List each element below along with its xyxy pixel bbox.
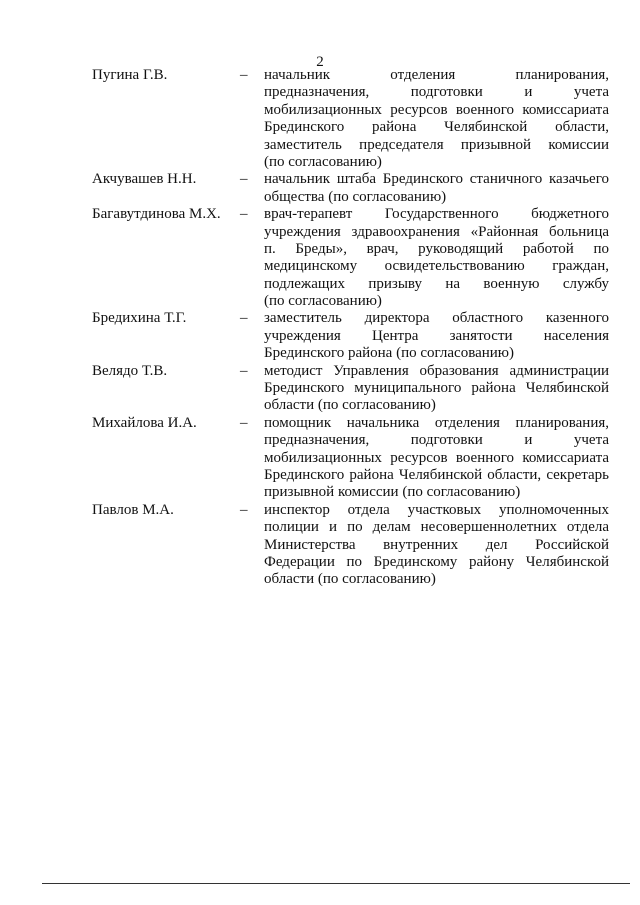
member-position <box>264 171 609 206</box>
position-line: (по согласованию) <box>264 153 382 170</box>
member-name: Павлов М.А. <box>92 501 174 518</box>
position-line: медицинскому освидетельствованию граждан, <box>264 258 609 275</box>
member-name: Багавутдинова М.Х. <box>92 206 221 223</box>
position-line: мобилизационных ресурсов военного комиссариата <box>264 101 609 118</box>
position-line: общества (по согласованию) <box>264 188 447 205</box>
position-line: начальник отделения планирования, <box>264 67 609 83</box>
page-number: 2 <box>316 54 324 70</box>
position-line: призывной комиссии (по согласованию) <box>264 484 521 501</box>
member-position <box>264 502 609 589</box>
separator-dash: – <box>240 362 248 379</box>
position-line: начальник штаба Брединского станичного казачьего <box>264 171 609 188</box>
member-position <box>264 415 609 502</box>
member-entry <box>0 67 640 171</box>
member-name: Бредихина Т.Г. <box>92 310 187 327</box>
member-name: Велядо Т.В. <box>92 362 168 379</box>
member-position <box>264 206 609 310</box>
position-line: врач-терапевт Государственного бюджетного <box>264 206 609 223</box>
separator-dash: – <box>240 171 248 188</box>
member-entry <box>0 310 640 362</box>
position-line: помощник начальника отделения планирования, <box>264 414 609 431</box>
member-name: Михайлова И.А. <box>92 414 197 431</box>
position-line: Брединского района Челябинской области, секретарь <box>264 466 609 483</box>
position-line: учреждения Центра занятости населения <box>264 327 609 344</box>
position-line: заместитель председателя призывной комиссии <box>264 136 609 153</box>
position-line: полиции и по делам несовершеннолетних отдела <box>264 519 609 536</box>
member-entry <box>0 206 640 310</box>
position-line: Министерства внутренних дел Российской <box>264 536 609 553</box>
member-name: Акчувашев Н.Н. <box>92 171 197 188</box>
member-entry <box>0 171 640 206</box>
separator-dash: – <box>240 310 248 327</box>
position-line: области (по согласованию) <box>264 571 436 588</box>
position-line: Брединского района (по согласованию) <box>264 345 515 362</box>
position-line: Федерации по Брединскому району Челябинской <box>264 553 609 570</box>
separator-dash: – <box>240 206 248 223</box>
position-line: Брединского муниципального района Челябинской <box>264 380 609 397</box>
separator-dash: – <box>240 414 248 431</box>
position-line: заместитель директора областного казенного <box>264 310 609 327</box>
member-position <box>264 363 609 415</box>
position-line: подлежащих призыву на военную службу <box>264 275 609 292</box>
commission-member-list <box>0 67 640 589</box>
bottom-rule <box>42 883 630 884</box>
member-position <box>264 67 609 171</box>
position-line: п. Бреды», врач, руководящий работой по <box>264 240 609 257</box>
member-entry <box>0 502 640 589</box>
position-line: инспектор отдела участковых уполномоченных <box>264 501 609 518</box>
position-line: (по согласованию) <box>264 293 382 310</box>
position-line: предназначения, подготовки и учета <box>264 432 609 449</box>
position-line: учреждения здравоохранения «Районная больница <box>264 223 609 240</box>
member-entry <box>0 415 640 502</box>
member-entry <box>0 363 640 415</box>
separator-dash: – <box>240 501 248 518</box>
position-line: области (по согласованию) <box>264 397 436 414</box>
position-line: предназначения, подготовки и учета <box>264 84 609 101</box>
separator-dash: – <box>240 67 248 83</box>
member-name: Пугина Г.В. <box>92 67 168 83</box>
position-line: мобилизационных ресурсов военного комиссариата <box>264 449 609 466</box>
position-line: методист Управления образования администрации <box>264 362 609 379</box>
member-position <box>264 310 609 362</box>
position-line: Брединского района Челябинской области, <box>264 119 609 136</box>
